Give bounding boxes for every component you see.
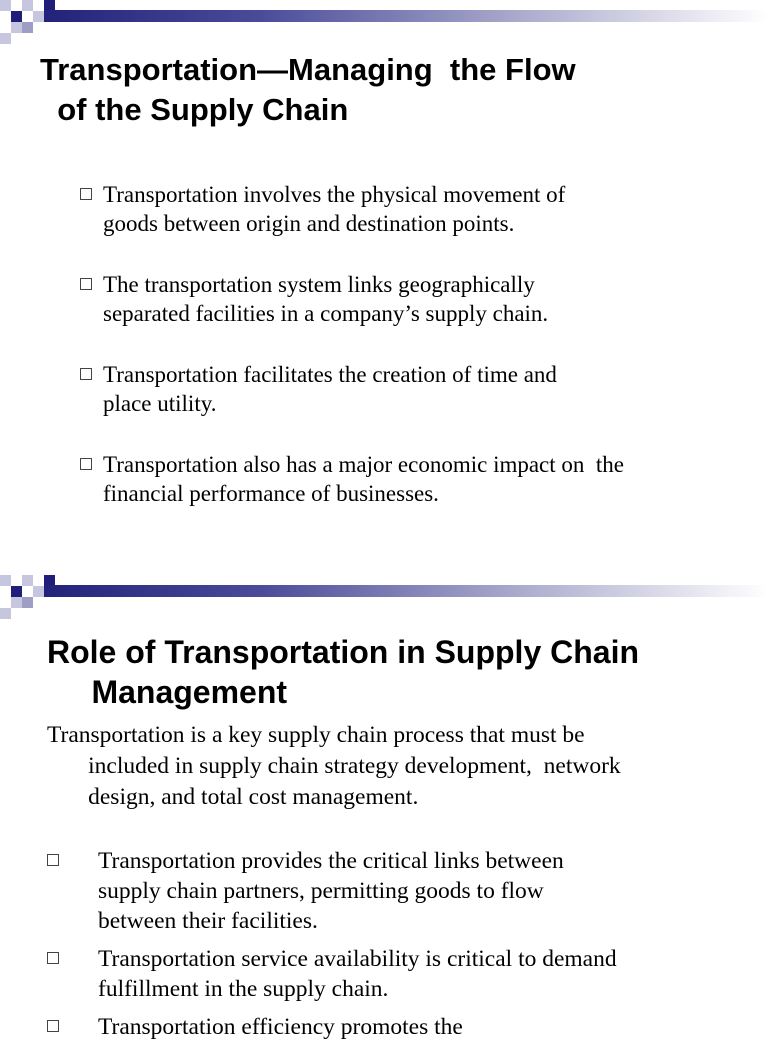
header-band [0,0,768,52]
bullet-square-icon [80,188,92,200]
bullet-square-icon [47,952,59,964]
slide-2 [0,575,768,1040]
list-item [80,360,624,418]
header-band [0,575,768,627]
bullet-text: Transportation facilitates the creation of time and place utility. [103,362,557,416]
bullet-text: Transportation service availability is critical to demand fulfillment in the supply chain. [98,946,617,1002]
bullet-square-icon [80,368,92,380]
bullet-square-icon [80,278,92,290]
bullet-square-icon [47,1020,59,1032]
bullet-text: Transportation provides the critical links between supply chain partners, permitting goods to flow between their facilities. [98,848,564,934]
bullet-square-icon [47,854,59,866]
bullet-square-icon [80,458,92,470]
slide-2-intro: Transportation is a key supply chain process that must be included in supply chain strategy development, network design, and total cost management. [47,722,621,810]
list-item [80,450,624,508]
slide-2-title: Role of Transportation in Supply Chain Management [47,634,640,710]
list-item [47,846,617,936]
slide-2-bullet-list [47,846,617,1050]
bullet-text: Transportation efficiency promotes the [98,1014,463,1040]
bullet-text: Transportation involves the physical movement of goods between origin and destination points. [103,182,566,236]
bullet-text: Transportation also has a major economic impact on the financial performance of businesses. [103,452,625,506]
bullet-text: The transportation system links geographically separated facilities in a company’s supply chain. [103,272,549,326]
list-item [80,270,624,328]
list-item [47,1012,617,1042]
slide-1-bullet-list [80,180,624,540]
list-item [80,180,624,238]
list-item [47,944,617,1004]
slide-1-title: Transportation—Managing the Flow of the Supply Chain [40,52,576,127]
